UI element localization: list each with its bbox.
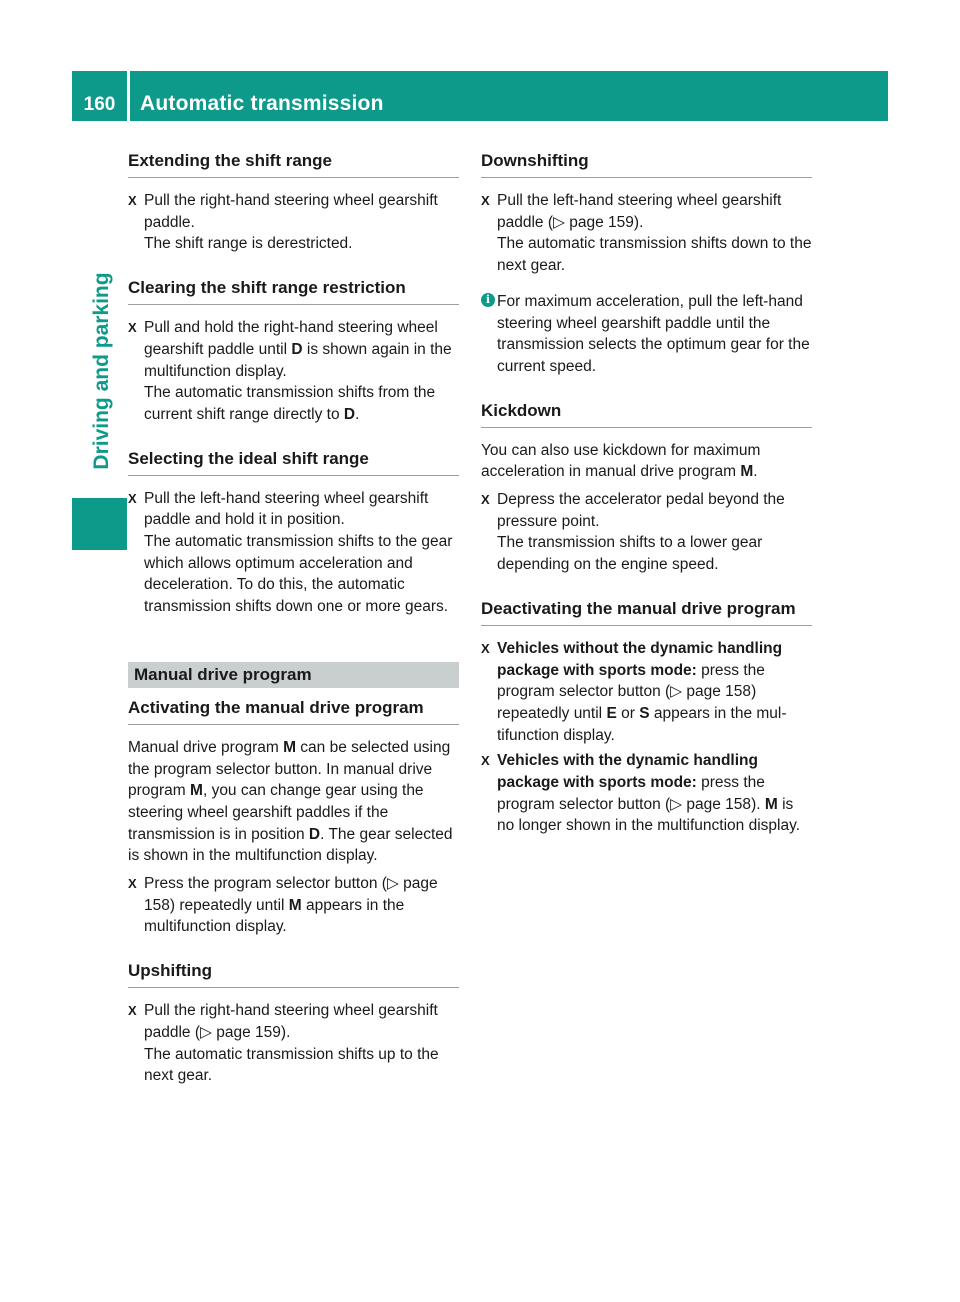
left-column (128, 150, 459, 1091)
arrow-bullet-icon: X (128, 320, 137, 336)
page-reference-link[interactable]: ▷ page 159 (200, 1023, 281, 1041)
list-item: X Pull and hold the right-hand steering wheel gearshift paddle until D is shown again in the multifunction display. The automatic transmission shifts from the current shift range directly to D. (128, 319, 452, 423)
page-reference-link[interactable]: ▷ page 159 (553, 213, 634, 231)
side-tab-label: Driving and parking (90, 272, 113, 470)
heading-extending: Extending the shift range (128, 150, 459, 178)
list-item: X Depress the accelerator pedal beyond the pressure point. The transmission shifts to a lower gear depending on the engine speed. (481, 491, 785, 574)
page-reference-link[interactable]: ▷ page 158 (144, 875, 438, 914)
list-item: X Pull the left-hand steering wheel gearshift paddle (▷ page 159). The automatic transmission shifts down to the next gear. (481, 192, 812, 275)
arrow-bullet-icon: X (481, 193, 490, 208)
list-item: X Pull the right-hand steering wheel gearshift paddle (▷ page 159). The automatic transmission shifts up to the next gear. (128, 1002, 439, 1085)
heading-activating: Activating the manual drive program (128, 697, 459, 725)
heading-clearing: Clearing the shift range restriction (128, 277, 459, 305)
list-item: X Press the program selector button (▷ page 158) repeatedly until M appears in the multifunction display. (128, 875, 438, 936)
page-number: 160 (83, 94, 116, 115)
side-tab (87, 251, 117, 491)
page-header (72, 71, 888, 121)
page-reference-link[interactable]: ▷ page 158 (670, 683, 752, 701)
paragraph-kickdown: You can also use kickdown for maximum acceleration in manual drive program M. (481, 441, 761, 481)
paragraph-activating: Manual drive program M can be selected using the program selector button. In manual drive program M, you can change gear using the steering wheel gearshift paddles if the transmission is in position D. The gear selected is shown in the multifunction display. (128, 738, 453, 865)
arrow-bullet-icon: X (128, 490, 137, 506)
heading-upshifting: Upshifting (128, 960, 459, 988)
heading-ideal: Selecting the ideal shift range (128, 448, 459, 476)
arrow-bullet-icon: X (481, 492, 490, 508)
arrow-bullet-icon: X (128, 876, 137, 892)
heading-deactivating: Deactivating the manual drive program (481, 598, 812, 626)
list-item: X Vehicles without the dynamic handling package with sports mode: press the program selector button (▷ page 158) repeatedly until E or S appears in the multifunction display. (481, 639, 787, 744)
info-note: i For maximum acceleration, pull the left-hand steering wheel gearshift paddle until the transmission selects the optimum gear for the current speed. (481, 291, 812, 378)
header-divider (127, 71, 130, 121)
list-item: X Vehicles with the dynamic handling package with sports mode: press the program selector button (▷ page 158). M is no longer shown in the multifunction display. (481, 752, 800, 835)
arrow-bullet-icon: X (128, 193, 137, 208)
page-reference-link[interactable]: ▷ page 158 (670, 795, 752, 813)
arrow-bullet-icon: X (481, 753, 490, 769)
arrow-bullet-icon: X (128, 1003, 137, 1019)
list-item: X Pull the right-hand steering wheel gearshift paddle. The shift range is derestricted. (128, 192, 438, 253)
list-item: X Pull the left-hand steering wheel gearshift paddle and hold it in position. The automatic transmission shifts to the gear which allows optimum acceleration and deceleration. To do this, the automatic transmission shifts down one or more gears. (128, 489, 453, 616)
info-icon: i (481, 293, 495, 307)
heading-kickdown: Kickdown (481, 400, 812, 428)
heading-downshifting: Downshifting (481, 150, 812, 178)
arrow-bullet-icon: X (481, 640, 490, 656)
right-column (481, 150, 812, 841)
page-title: Automatic transmission (140, 92, 384, 115)
side-tab-block (72, 498, 127, 550)
section-band-manual: Manual drive program (128, 662, 459, 688)
